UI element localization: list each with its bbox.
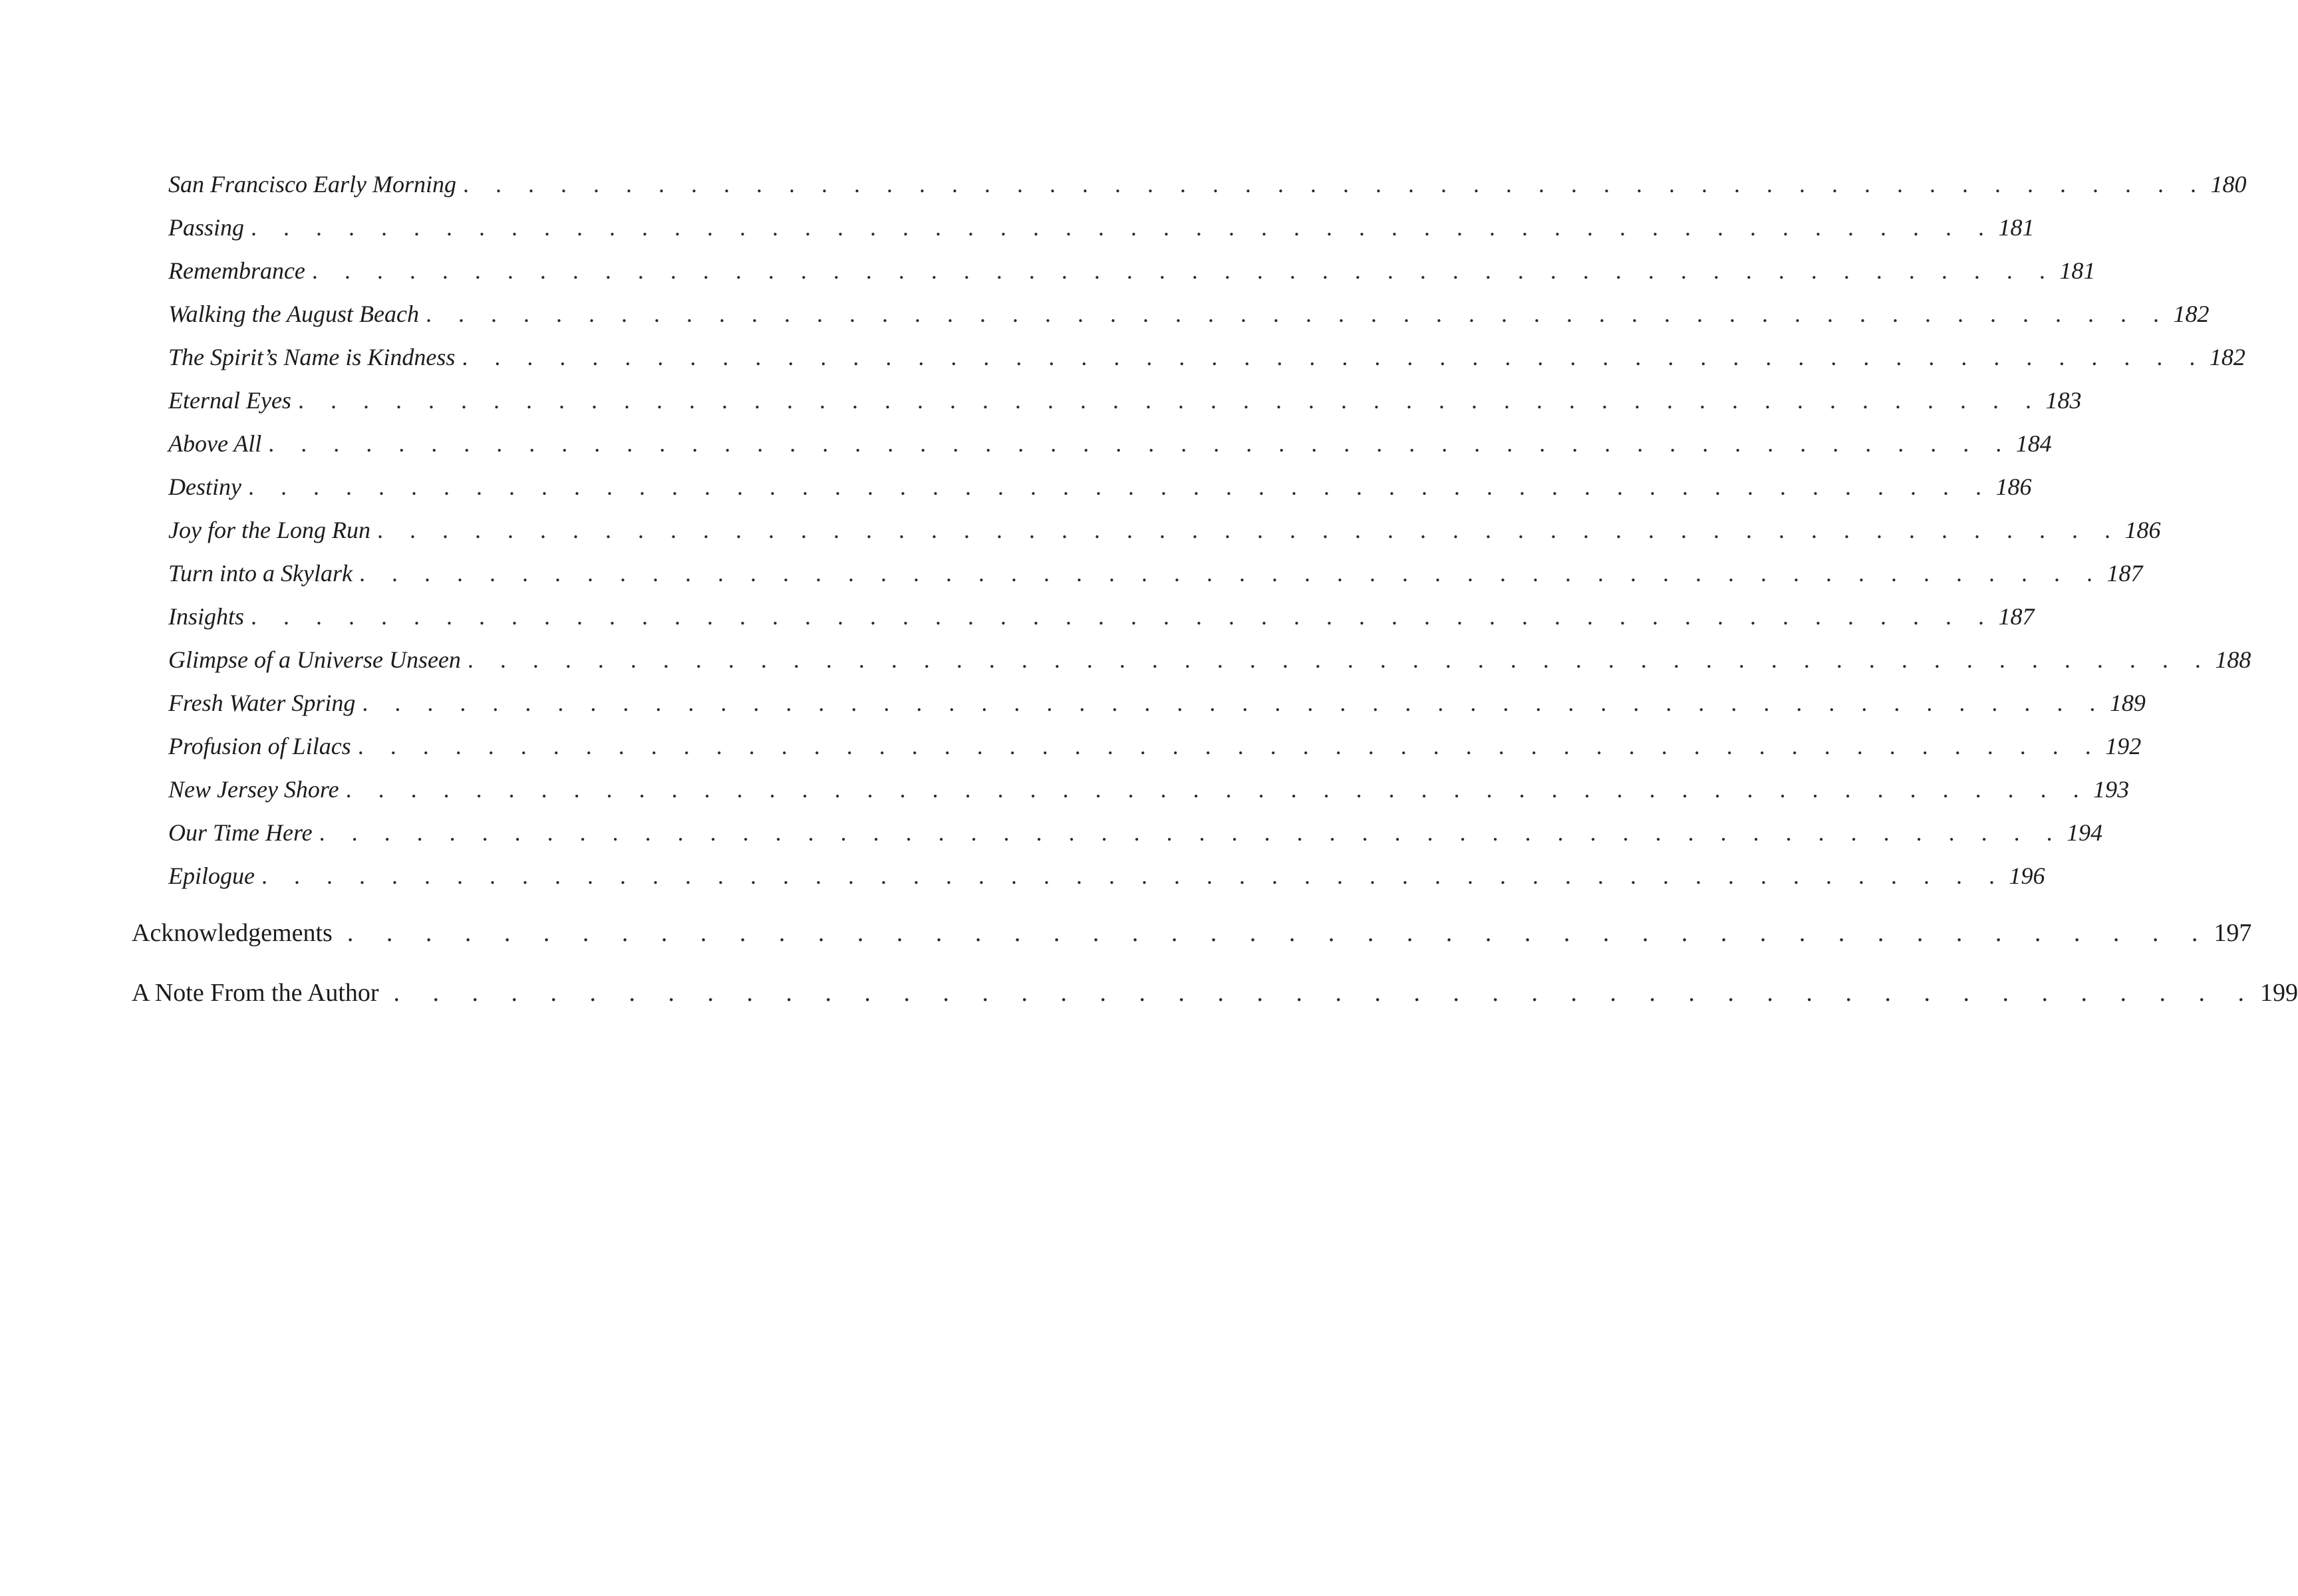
- toc-entry-title: Profusion of Lilacs: [168, 733, 351, 759]
- toc-entry[interactable]: [168, 862, 2045, 895]
- toc-entry[interactable]: [168, 300, 2210, 333]
- toc-entry-title: Glimpse of a Universe Unseen: [168, 646, 461, 673]
- toc-entry-page: 181: [2059, 257, 2096, 284]
- dot-leader: . . . . . . . . . . . . . . . . . . . . . . . . . . . . . . . . . . . . . . . . . . . . . . . .: [393, 979, 2258, 1007]
- toc-entry[interactable]: [168, 602, 2035, 636]
- toc-entry-page: 180: [2210, 171, 2247, 198]
- dot-leader: . . . . . . . . . . . . . . . . . . . . . . . . . . . . . . . . . . . . . . . . . . . . . . . . . . . . . .: [376, 517, 2121, 543]
- dot-leader: . . . . . . . . . . . . . . . . . . . . . . . . . . . . . . . . . . . . . . . . . . . . . . . . . . . . . .: [297, 387, 2042, 414]
- toc-entry-title: New Jersey Shore: [168, 776, 339, 803]
- toc-entry-page: 188: [2215, 646, 2251, 673]
- dot-leader: . . . . . . . . . . . . . . . . . . . . . . . . . . . . . . . . . . . . . . . . . . . . . . . . . . . . . .: [357, 733, 2102, 759]
- toc-entry[interactable]: [168, 646, 2251, 679]
- toc-entry-page: 196: [2009, 863, 2045, 889]
- toc-section-note-from-author[interactable]: [132, 978, 2298, 1014]
- dot-leader: . . . . . . . . . . . . . . . . . . . . . . . . . . . . . . . . . . . . . . . . . . . . . . . . . . . . . .: [359, 560, 2103, 587]
- toc-entry[interactable]: [168, 775, 2130, 809]
- toc-entry[interactable]: [168, 343, 2245, 376]
- dot-leader: . . . . . . . . . . . . . . . . . . . . . . . . . . . . . . . . . . . . . . . . . . . . . . . . . . . . . .: [268, 430, 2012, 457]
- toc-entry-title: Joy for the Long Run: [168, 517, 370, 543]
- toc-entry[interactable]: [168, 732, 2142, 765]
- toc-entry-page: 194: [2067, 819, 2103, 846]
- toc-entry[interactable]: [168, 559, 2143, 593]
- toc-entry-title: Eternal Eyes: [168, 387, 291, 414]
- dot-leader: . . . . . . . . . . . . . . . . . . . . . . . . . . . . . . . . . . . . . . . . . . . . . . . . . . . . . .: [462, 171, 2207, 198]
- toc-entry-page: 183: [2045, 387, 2082, 414]
- toc-entry[interactable]: [168, 170, 2247, 203]
- dot-leader: . . . . . . . . . . . . . . . . . . . . . . . . . . . . . . . . . . . . . . . . . . . . . . . . . . . . . .: [251, 214, 1995, 241]
- toc-entry[interactable]: [168, 819, 2103, 852]
- toc-entry-title: Walking the August Beach: [168, 301, 419, 327]
- toc-section-title: A Note From the Author: [132, 979, 379, 1007]
- toc-entry[interactable]: [168, 386, 2082, 420]
- toc-entry-title: San Francisco Early Morning: [168, 171, 456, 198]
- toc-entry[interactable]: [168, 516, 2161, 549]
- toc-entry-page: 187: [1998, 603, 2035, 630]
- toc-entry-title: Above All: [168, 430, 262, 457]
- toc-entry-title: Passing: [168, 214, 245, 241]
- dot-leader: . . . . . . . . . . . . . . . . . . . . . . . . . . . . . . . . . . . . . . . . . . . . . . . . . . . . . .: [345, 776, 2090, 803]
- toc-section-acknowledgements[interactable]: [132, 918, 2252, 954]
- toc-entry-page: 189: [2109, 690, 2146, 716]
- dot-leader: . . . . . . . . . . . . . . . . . . . . . . . . . . . . . . . . . . . . . . . . . . . . . . . . . . . . . .: [362, 690, 2106, 716]
- dot-leader: . . . . . . . . . . . . . . . . . . . . . . . . . . . . . . . . . . . . . . . . . . . . . . . . . . . . . .: [311, 257, 2056, 284]
- toc-entry-title: Fresh Water Spring: [168, 690, 356, 716]
- toc-entry-page: 181: [1998, 214, 2035, 241]
- toc-entry[interactable]: [168, 473, 2032, 506]
- toc-entry[interactable]: [168, 257, 2096, 290]
- toc-entry-title: Destiny: [168, 473, 241, 500]
- toc-section-page: 197: [2214, 919, 2252, 947]
- toc-entry[interactable]: [168, 689, 2146, 722]
- dot-leader: . . . . . . . . . . . . . . . . . . . . . . . . . . . . . . . . . . . . . . . . . . . . . . . . . . . . . .: [251, 603, 1995, 630]
- toc-section-title: Acknowledgements: [132, 919, 333, 947]
- dot-leader: . . . . . . . . . . . . . . . . . . . . . . . . . . . . . . . . . . . . . . . . . . . . . . . . . . . . . .: [319, 819, 2063, 846]
- toc-entry-page: 184: [2015, 430, 2052, 457]
- toc-entry-title: Insights: [168, 603, 245, 630]
- toc-entry-page: 193: [2093, 776, 2130, 803]
- dot-leader: . . . . . . . . . . . . . . . . . . . . . . . . . . . . . . . . . . . . . . . . . . . . . . . . . . . . . .: [247, 473, 1992, 500]
- toc-entry-page: 182: [2209, 344, 2245, 370]
- toc-entry-page: 187: [2106, 560, 2143, 587]
- toc-section-page: 199: [2260, 979, 2298, 1007]
- toc-entry-title: Our Time Here: [168, 819, 313, 846]
- dot-leader: . . . . . . . . . . . . . . . . . . . . . . . . . . . . . . . . . . . . . . . . . . . . . . . . . . . . . .: [425, 301, 2170, 327]
- toc-entry[interactable]: [168, 213, 2035, 247]
- toc-entry-page: 182: [2173, 301, 2210, 327]
- toc-entry-page: 186: [1995, 473, 2032, 500]
- dot-leader: . . . . . . . . . . . . . . . . . . . . . . . . . . . . . . . . . . . . . . . . . . . . . . . . . . . . . .: [467, 646, 2212, 673]
- toc-entry[interactable]: [168, 430, 2052, 463]
- dot-leader: . . . . . . . . . . . . . . . . . . . . . . . . . . . . . . . . . . . . . . . . . . . . . . . . . . . . . .: [462, 344, 2206, 370]
- toc-entry-title: Remembrance: [168, 257, 305, 284]
- toc-entry-page: 186: [2124, 517, 2161, 543]
- toc-entry-title: Epilogue: [168, 863, 255, 889]
- toc-entry-page: 192: [2105, 733, 2142, 759]
- dot-leader: . . . . . . . . . . . . . . . . . . . . . . . . . . . . . . . . . . . . . . . . . . . . . . . . . . . . . .: [261, 863, 2005, 889]
- dot-leader: . . . . . . . . . . . . . . . . . . . . . . . . . . . . . . . . . . . . . . . . . . . . . . . .: [347, 919, 2212, 947]
- toc-entry-title: Turn into a Skylark: [168, 560, 353, 587]
- toc-entry-title: The Spirit’s Name is Kindness: [168, 344, 456, 370]
